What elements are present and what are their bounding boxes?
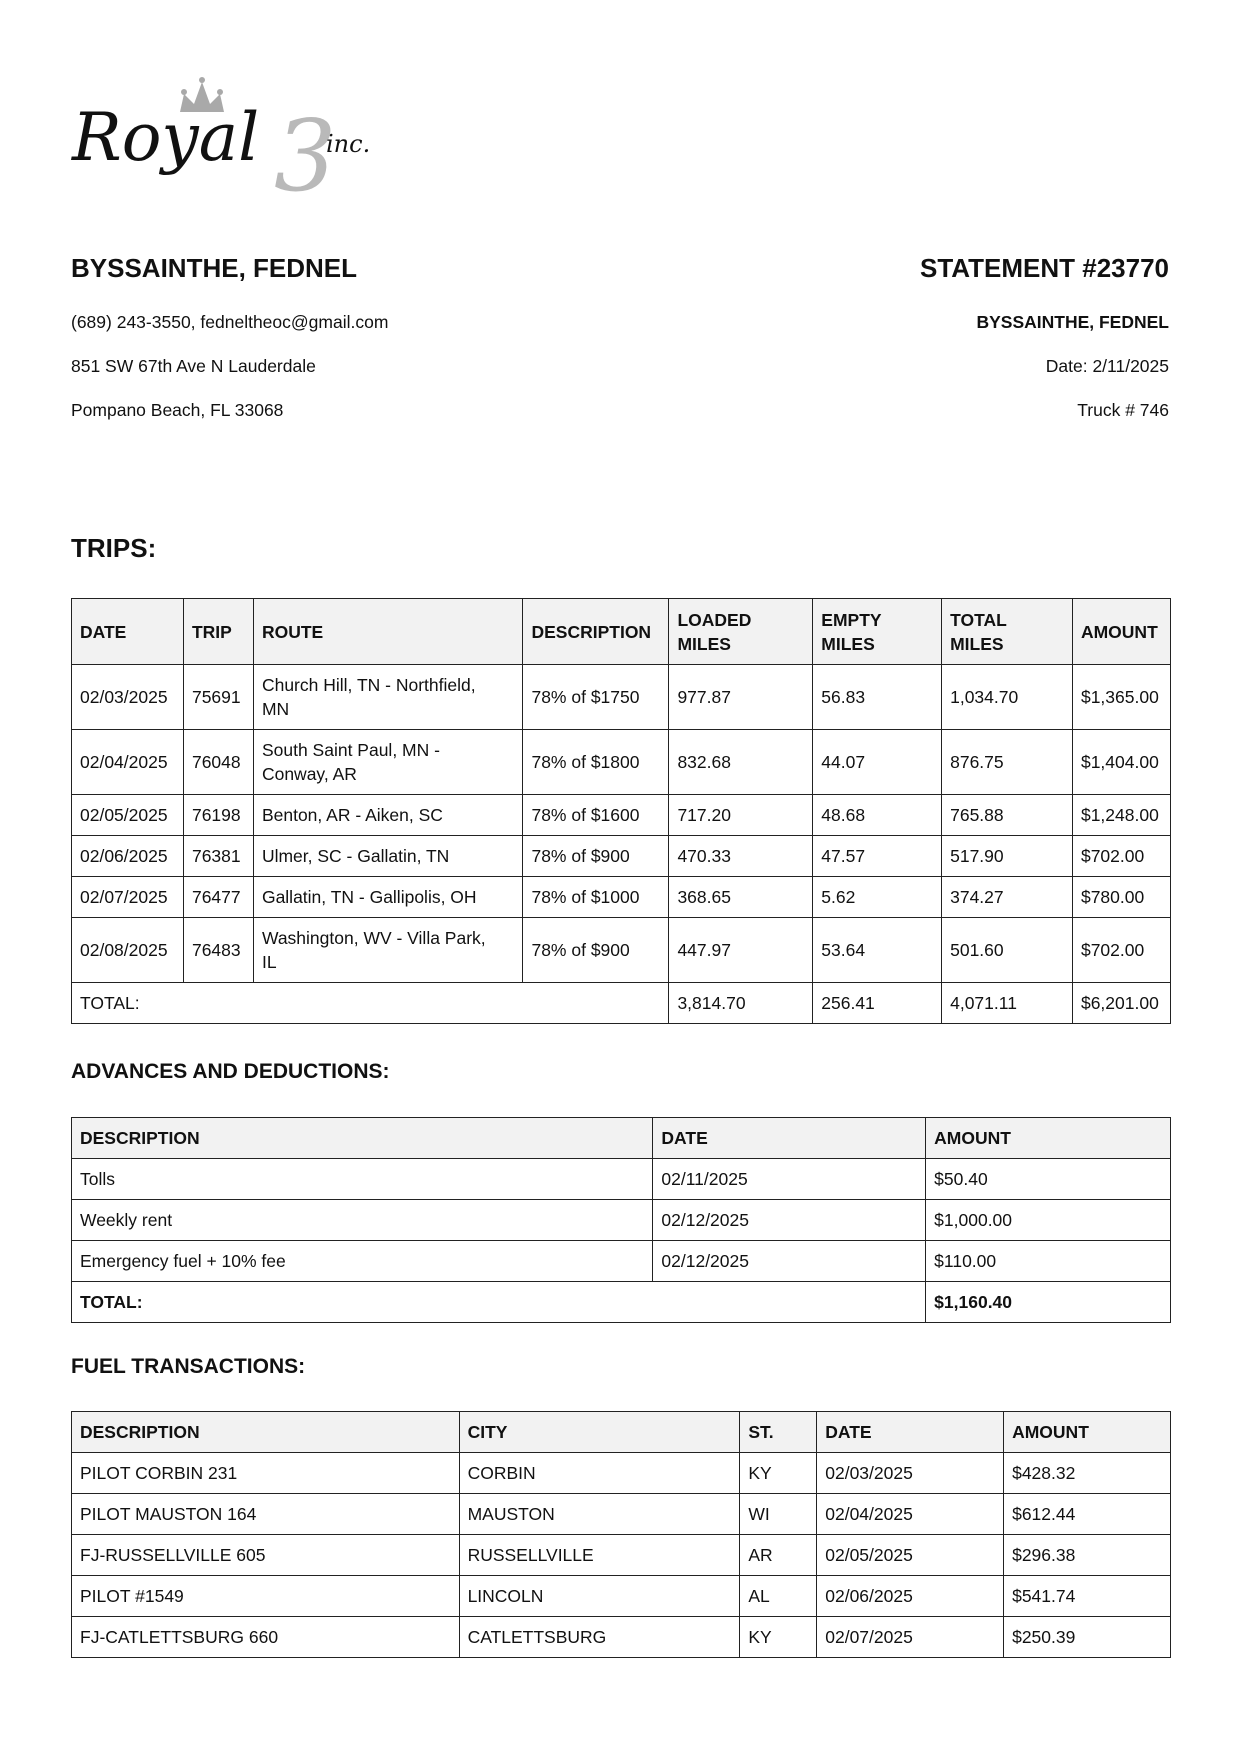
col-header-description: DESCRIPTION bbox=[523, 599, 669, 665]
col-header-trip: TRIP bbox=[183, 599, 253, 665]
cell-date: 02/06/2025 bbox=[817, 1576, 1004, 1617]
cell-amount: $702.00 bbox=[1072, 918, 1170, 983]
cell-date: 02/12/2025 bbox=[653, 1200, 926, 1241]
col-header-empty-miles: EMPTY MILES bbox=[813, 599, 942, 665]
table-total-row bbox=[72, 983, 1171, 1024]
advances-table bbox=[71, 1117, 1171, 1323]
col-header-city: CITY bbox=[459, 1412, 740, 1453]
total-empty-miles: 256.41 bbox=[813, 983, 942, 1024]
fuel-table bbox=[71, 1411, 1171, 1658]
col-header-description: DESCRIPTION bbox=[72, 1118, 653, 1159]
table-header-row bbox=[72, 1118, 1171, 1159]
cell-trip: 76198 bbox=[183, 795, 253, 836]
table-total-row bbox=[72, 1282, 1171, 1323]
total-label: TOTAL: bbox=[72, 983, 669, 1024]
col-header-amount: AMOUNT bbox=[1072, 599, 1170, 665]
col-header-route: ROUTE bbox=[253, 599, 523, 665]
cell-state: AR bbox=[740, 1535, 817, 1576]
logo-suffix: inc. bbox=[326, 130, 371, 158]
truck-number: Truck # 746 bbox=[1077, 400, 1169, 420]
cell-amount: $110.00 bbox=[926, 1241, 1171, 1282]
cell-total-miles: 501.60 bbox=[942, 918, 1073, 983]
cell-route: Washington, WV - Villa Park, IL bbox=[253, 918, 523, 983]
cell-date: 02/11/2025 bbox=[653, 1159, 926, 1200]
cell-date: 02/04/2025 bbox=[72, 730, 184, 795]
cell-date: 02/12/2025 bbox=[653, 1241, 926, 1282]
col-header-date: DATE bbox=[653, 1118, 926, 1159]
table-row bbox=[72, 918, 1171, 983]
cell-amount: $1,248.00 bbox=[1072, 795, 1170, 836]
cell-trip: 75691 bbox=[183, 665, 253, 730]
cell-description: PILOT MAUSTON 164 bbox=[72, 1494, 460, 1535]
total-loaded-miles: 3,814.70 bbox=[669, 983, 813, 1024]
table-row bbox=[72, 1200, 1171, 1241]
cell-description: PILOT CORBIN 231 bbox=[72, 1453, 460, 1494]
statement-date: Date: 2/11/2025 bbox=[1045, 356, 1169, 376]
driver-address-line2: Pompano Beach, FL 33068 bbox=[71, 400, 284, 420]
cell-empty-miles: 56.83 bbox=[813, 665, 942, 730]
cell-amount: $541.74 bbox=[1004, 1576, 1171, 1617]
cell-description: FJ-RUSSELLVILLE 605 bbox=[72, 1535, 460, 1576]
cell-description: 78% of $900 bbox=[523, 918, 669, 983]
cell-city: MAUSTON bbox=[459, 1494, 740, 1535]
table-header-row bbox=[72, 1412, 1171, 1453]
driver-name: BYSSAINTHE, FEDNEL bbox=[71, 253, 358, 283]
trips-table bbox=[71, 598, 1171, 1024]
cell-description: Emergency fuel + 10% fee bbox=[72, 1241, 653, 1282]
cell-route: Gallatin, TN - Gallipolis, OH bbox=[253, 877, 523, 918]
col-header-total-miles: TOTAL MILES bbox=[942, 599, 1073, 665]
cell-state: WI bbox=[740, 1494, 817, 1535]
col-header-description: DESCRIPTION bbox=[72, 1412, 460, 1453]
table-row bbox=[72, 1535, 1171, 1576]
table-row bbox=[72, 1241, 1171, 1282]
cell-city: CORBIN bbox=[459, 1453, 740, 1494]
cell-empty-miles: 44.07 bbox=[813, 730, 942, 795]
cell-total-miles: 1,034.70 bbox=[942, 665, 1073, 730]
cell-description: Tolls bbox=[72, 1159, 653, 1200]
cell-amount: $780.00 bbox=[1072, 877, 1170, 918]
cell-loaded-miles: 368.65 bbox=[669, 877, 813, 918]
cell-loaded-miles: 977.87 bbox=[669, 665, 813, 730]
cell-date: 02/07/2025 bbox=[72, 877, 184, 918]
cell-date: 02/05/2025 bbox=[72, 795, 184, 836]
advances-title: ADVANCES AND DEDUCTIONS: bbox=[71, 1060, 390, 1083]
cell-description: FJ-CATLETTSBURG 660 bbox=[72, 1617, 460, 1658]
cell-date: 02/07/2025 bbox=[817, 1617, 1004, 1658]
table-row bbox=[72, 1576, 1171, 1617]
total-label: TOTAL: bbox=[72, 1282, 926, 1323]
cell-amount: $250.39 bbox=[1004, 1617, 1171, 1658]
cell-city: CATLETTSBURG bbox=[459, 1617, 740, 1658]
cell-date: 02/04/2025 bbox=[817, 1494, 1004, 1535]
table-row bbox=[72, 1617, 1171, 1658]
cell-amount: $50.40 bbox=[926, 1159, 1171, 1200]
table-row bbox=[72, 665, 1171, 730]
cell-city: LINCOLN bbox=[459, 1576, 740, 1617]
total-amount: $6,201.00 bbox=[1072, 983, 1170, 1024]
cell-description: PILOT #1549 bbox=[72, 1576, 460, 1617]
driver-info bbox=[71, 250, 671, 420]
table-row bbox=[72, 836, 1171, 877]
table-row bbox=[72, 1494, 1171, 1535]
col-header-date: DATE bbox=[72, 599, 184, 665]
cell-date: 02/03/2025 bbox=[817, 1453, 1004, 1494]
cell-date: 02/03/2025 bbox=[72, 665, 184, 730]
cell-amount: $612.44 bbox=[1004, 1494, 1171, 1535]
cell-route: South Saint Paul, MN - Conway, AR bbox=[253, 730, 523, 795]
fuel-title: FUEL TRANSACTIONS: bbox=[71, 1355, 306, 1378]
table-row bbox=[72, 795, 1171, 836]
cell-total-miles: 374.27 bbox=[942, 877, 1073, 918]
cell-total-miles: 517.90 bbox=[942, 836, 1073, 877]
logo-brand: Royal bbox=[72, 99, 260, 176]
table-header-row bbox=[72, 599, 1171, 665]
table-row bbox=[72, 1159, 1171, 1200]
cell-amount: $428.32 bbox=[1004, 1453, 1171, 1494]
cell-date: 02/06/2025 bbox=[72, 836, 184, 877]
cell-loaded-miles: 447.97 bbox=[669, 918, 813, 983]
cell-description: 78% of $1800 bbox=[523, 730, 669, 795]
col-header-amount: AMOUNT bbox=[1004, 1412, 1171, 1453]
cell-amount: $296.38 bbox=[1004, 1535, 1171, 1576]
cell-date: 02/05/2025 bbox=[817, 1535, 1004, 1576]
cell-description: 78% of $1600 bbox=[523, 795, 669, 836]
cell-total-miles: 765.88 bbox=[942, 795, 1073, 836]
cell-state: KY bbox=[740, 1617, 817, 1658]
cell-description: 78% of $1750 bbox=[523, 665, 669, 730]
cell-trip: 76483 bbox=[183, 918, 253, 983]
col-header-amount: AMOUNT bbox=[926, 1118, 1171, 1159]
statement-title: STATEMENT #23770 bbox=[919, 253, 1169, 283]
cell-trip: 76477 bbox=[183, 877, 253, 918]
col-header-state: ST. bbox=[740, 1412, 817, 1453]
cell-empty-miles: 47.57 bbox=[813, 836, 942, 877]
driver-contact: (689) 243-3550, fedneltheoc@gmail.com bbox=[71, 312, 389, 332]
cell-state: AL bbox=[740, 1576, 817, 1617]
cell-date: 02/08/2025 bbox=[72, 918, 184, 983]
cell-loaded-miles: 832.68 bbox=[669, 730, 813, 795]
trips-title: TRIPS: bbox=[71, 533, 157, 563]
statement-name: BYSSAINTHE, FEDNEL bbox=[976, 312, 1169, 332]
cell-empty-miles: 53.64 bbox=[813, 918, 942, 983]
cell-route: Benton, AR - Aiken, SC bbox=[253, 795, 523, 836]
table-row bbox=[72, 730, 1171, 795]
cell-state: KY bbox=[740, 1453, 817, 1494]
cell-loaded-miles: 717.20 bbox=[669, 795, 813, 836]
cell-amount: $1,404.00 bbox=[1072, 730, 1170, 795]
driver-address-line1: 851 SW 67th Ave N Lauderdale bbox=[71, 356, 316, 376]
total-amount: $1,160.40 bbox=[926, 1282, 1171, 1323]
table-row bbox=[72, 877, 1171, 918]
cell-loaded-miles: 470.33 bbox=[669, 836, 813, 877]
cell-trip: 76048 bbox=[183, 730, 253, 795]
cell-route: Ulmer, SC - Gallatin, TN bbox=[253, 836, 523, 877]
cell-description: 78% of $900 bbox=[523, 836, 669, 877]
cell-amount: $1,365.00 bbox=[1072, 665, 1170, 730]
total-total-miles: 4,071.11 bbox=[942, 983, 1073, 1024]
cell-amount: $702.00 bbox=[1072, 836, 1170, 877]
cell-description: Weekly rent bbox=[72, 1200, 653, 1241]
royal3-logo bbox=[70, 72, 390, 202]
cell-trip: 76381 bbox=[183, 836, 253, 877]
col-header-loaded-miles: LOADED MILES bbox=[669, 599, 813, 665]
logo-mark: 3 bbox=[274, 100, 337, 202]
table-row bbox=[72, 1453, 1171, 1494]
cell-description: 78% of $1000 bbox=[523, 877, 669, 918]
cell-city: RUSSELLVILLE bbox=[459, 1535, 740, 1576]
cell-empty-miles: 48.68 bbox=[813, 795, 942, 836]
cell-amount: $1,000.00 bbox=[926, 1200, 1171, 1241]
cell-route: Church Hill, TN - Northfield, MN bbox=[253, 665, 523, 730]
cell-total-miles: 876.75 bbox=[942, 730, 1073, 795]
col-header-date: DATE bbox=[817, 1412, 1004, 1453]
cell-empty-miles: 5.62 bbox=[813, 877, 942, 918]
